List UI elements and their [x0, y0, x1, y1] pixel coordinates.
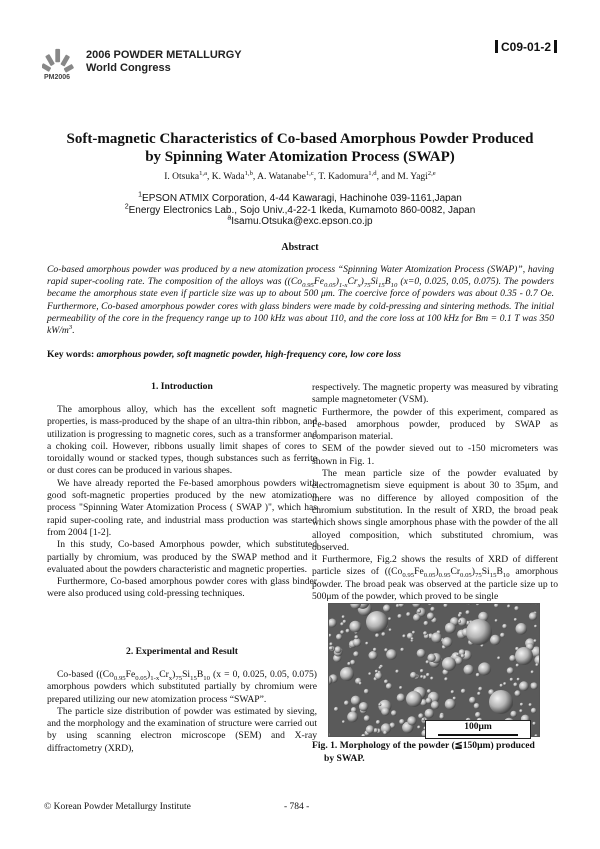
- paper-title: [40, 130, 560, 166]
- caption-line1: Fig. 1. Morphology of the powder (≦150μm) produced: [312, 740, 535, 751]
- conference-line1: 2006 POWDER METALLURGY: [86, 49, 242, 61]
- title-line2: by Spinning Water Atomization Process (SWAP): [145, 149, 455, 165]
- keywords-text: amorphous powder, soft magnetic powder, high-frequency core, low core loss: [96, 349, 401, 360]
- affiliations: [40, 193, 560, 228]
- paragraph: respectively. The magnetic property was measured by vibrating sample magnetometer (VSM).: [312, 382, 558, 406]
- scale-bar: [425, 720, 531, 739]
- paragraph: The amorphous alloy, which has the excellent soft magnetic properties, is mass-produced by the shape of an ultra-thin ribbon, and utilization is progressing to magnetic cores, such as a transformer and a choking coil. However, ribbons usually limit shapes of cores to toroidally wound or stacked types, though substances such as ferrite or dust cores can be produced in various shapes.: [47, 404, 317, 477]
- title-line1: Soft-magnetic Characteristics of Co-based Amorphous Powder Produced: [66, 131, 534, 147]
- scale-bar-label: 100μm: [464, 722, 492, 732]
- paragraph: SEM of the powder sieved out to -150 micrometers was shown in Fig. 1.: [312, 443, 558, 467]
- paragraph: The mean particle size of the powder evaluated by electromagnetism sieve equipment is about 30 to 35μm, and there was no difference by alloyed composition of the chromium substitution. In the result of XRD, the broad peak which shows single amorphous phase with the powder of the all alloyed composition, which substituted chromium, was observed.: [312, 468, 558, 553]
- scale-bar-line: [438, 734, 518, 736]
- footer-copyright: © Korean Powder Metallurgy Institute: [44, 802, 191, 812]
- paragraph: Furthermore, the powder of this experiment, compared as Fe-based amorphous powder, produced by SWAP as comparison material.: [312, 406, 558, 443]
- affiliation-email: $^a$Isamu.Otsuka@exc.epson.co.jp: [227, 214, 373, 227]
- paper-code-text: C09-01-2: [501, 40, 552, 54]
- paragraph: We have already reported the Fe-based amorphous powders with good soft-magnetic properties produced by the new atomization process "Spinning Water Atomization Process ( SWAP )", which has rapid super-cooling rate, and industrial mass production was started from 2004 [1-2].: [47, 477, 317, 538]
- section1-body: [47, 404, 317, 601]
- figure-caption: [312, 740, 558, 765]
- conference-name: [86, 49, 242, 75]
- section2-body: [47, 669, 317, 755]
- paragraph: The particle size distribution of powder was estimated by sieving, and the morphology and the examination of structure were carried out by using scanning electron microscope (SEM) and X-ray diffractometry (XRD),: [47, 705, 317, 754]
- paragraph: Co-based $((Co_{0.95}Fe_{0.05})_{1-x}Cr_x)_{75}Si_{15}B_{10}$ (x = 0, 0.025, 0.05, 0.075) amorphous powders which substituted partially by chromium were prepared utilizing our new atomization process “SWAP”.: [47, 669, 317, 705]
- page-number: - 784 -: [284, 802, 310, 812]
- affiliation-1: $^1$EPSON ATMIX Corporation, 4-44 Kawaragi, Hachinohe 039-1161,Japan: [138, 191, 462, 204]
- caption-line2: by SWAP.: [324, 752, 365, 764]
- conference-line2: World Congress: [86, 62, 171, 74]
- section1-heading: 1. Introduction: [151, 381, 213, 392]
- affiliation-2: $^2$Energy Electronics Lab., Sojo Univ.,4-22-1 Ikeda, Kumamoto 860-0082, Japan: [124, 203, 476, 216]
- logo-text: PM2006: [44, 74, 71, 81]
- abstract-heading: Abstract: [281, 242, 319, 253]
- section2-heading: 2. Experimental and Result: [126, 646, 238, 657]
- right-column-body: [312, 382, 558, 603]
- paragraph: In this study, Co-based Amorphous powder, which substituted partially by chromium, was produced by the SWAP method and it evaluated about the powders characteristic and magnetic properties.: [47, 539, 317, 575]
- paragraph: Furthermore, Fig.2 shows the results of XRD of different particle sizes of $((Co_{0.95}Fe_{0.05})_{0.95}Cr_{0.05})_{75}Si_{15}B_{10}$ amorphous powder. The broad peak was observed at the particle size up to 500μm of the powder, which proved to be single: [312, 554, 558, 603]
- keywords: [47, 349, 554, 360]
- paper-code: [492, 40, 560, 54]
- keywords-label: Key words:: [47, 349, 95, 360]
- sem-micrograph: [328, 603, 540, 737]
- paragraph: Furthermore, Co-based amorphous powder cores with glass binder were also produced using cold-pressing techniques.: [47, 576, 317, 600]
- authors: I. Otsuka$^{1,a}$, K. Wada$^{1,b}$, A. Watanabe$^{1,c}$, T. Kadomura$^{1,d}$, and M. Yagi$^{2,e}$: [164, 169, 436, 182]
- abstract-text: Co-based amorphous powder was produced by a new atomization process “Spinning Water Atomization Process (SWAP)”, having rapid super-cooling rate. The composition of the alloys was $((Co_{0.95}Fe_{0.05})_{1-x}Cr_x)_{75}Si_{15}B_{10}$ (x=0, 0.025, 0.05, 0.075). The powders became the amorphous state even if particle size was up to about 500 μm. The coercive force of powders was about 0.35 - 0.7 Oe. Furthermore, Co-based amorphous powder cores with glass binders were made by cold-pressing and sintering methods. The initial permeability of the core in the frequency range up to 100 kHz was about 110, and the core loss at 100 kHz for Bm = 0.1 T was 350 $kW/m^3$.: [47, 264, 554, 337]
